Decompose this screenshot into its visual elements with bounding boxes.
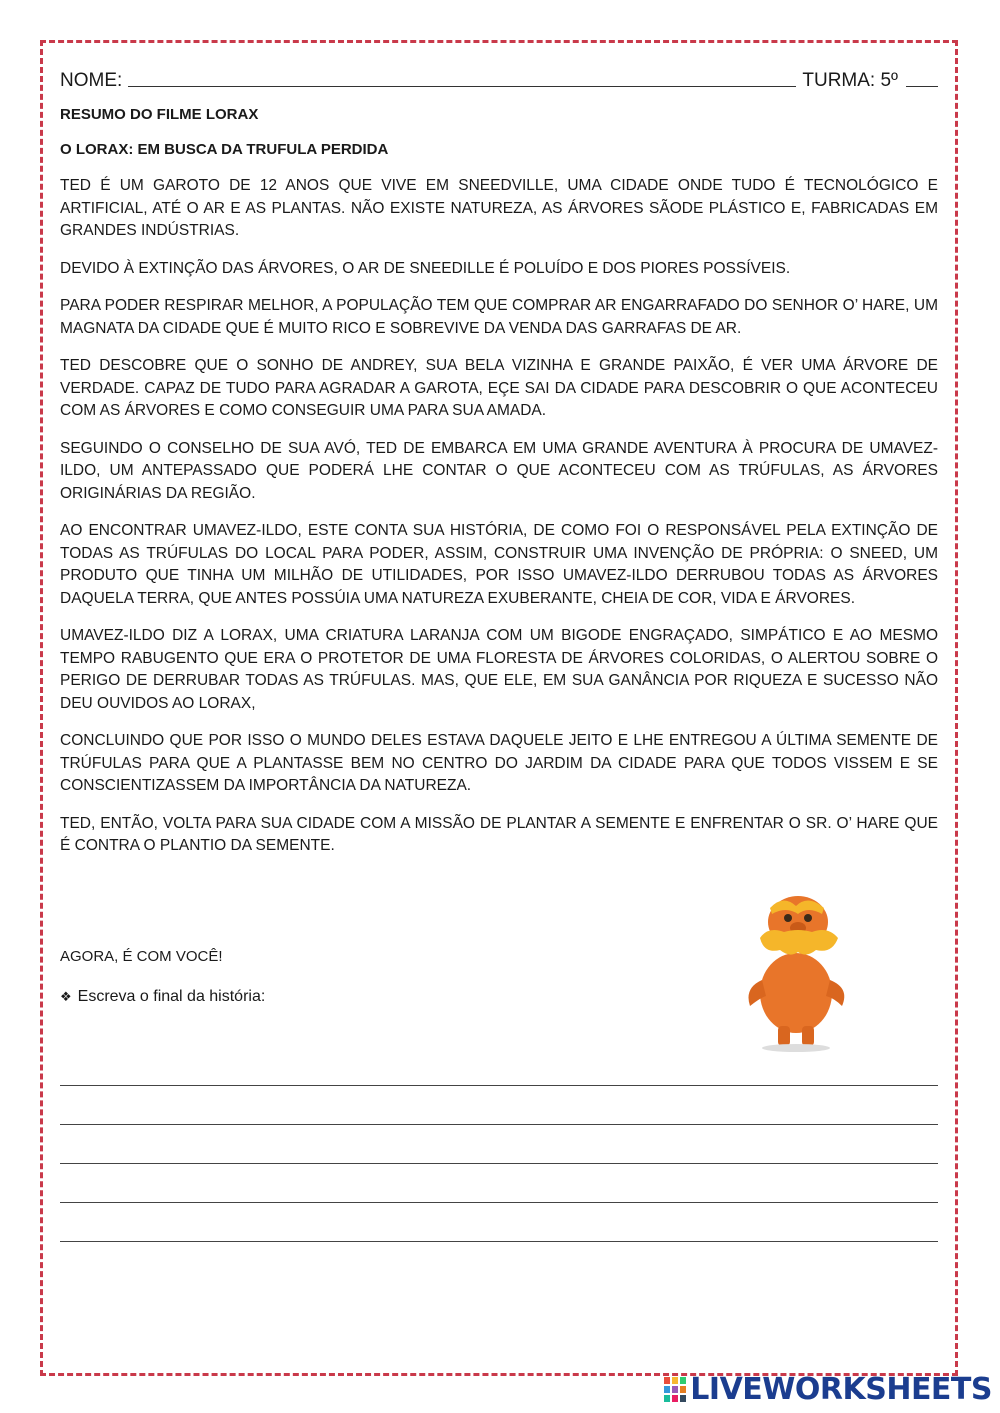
call-to-action: AGORA, É COM VOCÊ! [60,948,223,965]
name-label: NOME: [60,70,123,91]
liveworksheets-logo [664,1372,992,1407]
answer-line[interactable] [60,1202,938,1203]
paragraph: SEGUINDO O CONSELHO DE SUA AVÓ, TED DE EMBARCA EM UMA GRANDE AVENTURA À PROCURA DE UMAVEZ-ILDO, UM ANTEPASSADO QUE PODERÁ LHE CONTAR O QUE ACONTECEU COM AS TRÚFULAS, AS ÁRVORES ORIGINÁRIAS DA REGIÃO. [60,439,938,502]
lorax-character-illustration [738,888,858,1053]
lorax-left-eye [784,914,792,922]
class-field[interactable] [906,85,938,87]
name-field[interactable] [128,85,796,87]
paragraph: PARA PODER RESPIRAR MELHOR, A POPULAÇÃO TEM QUE COMPRAR AR ENGARRAFADO DO SENHOR O’ HARE, UM MAGNATA DA CIDADE QUE É MUITO RICO E SOBREVIVE DA VENDA DAS GARRAFAS DE AR. [60,297,938,337]
writing-instruction [60,988,265,1006]
liveworksheets-grid-icon [664,1377,686,1403]
paragraph: CONCLUINDO QUE POR ISSO O MUNDO DELES ESTAVA DAQUELE JEITO E LHE ENTREGOU A ÚLTIMA SEMENTE DE TRÚFULAS PARA QUE A PLANTASSE BEM NO CENTRO DO JARDIM DA CIDADE PARA QUE TODOS VISSEM E SE CONSCIENTIZASSEM DA IMPORTÂNCIA DA NATUREZA. [60,732,938,794]
lorax-body [760,953,832,1033]
lorax-mustache [760,930,838,955]
class-label: TURMA: 5º [802,70,898,91]
paragraph: TED É UM GAROTO DE 12 ANOS QUE VIVE EM SNEEDVILLE, UMA CIDADE ONDE TUDO É TECNOLÓGICO E ARTIFICIAL, ATÉ O AR E AS PLANTAS. NÃO EXISTE NATUREZA, AS ÁRVORES SÃODE PLÁSTICO E, FABRICADAS EM GRANDES INDÚSTRIAS. [60,177,938,239]
page-subtitle: O LORAX: EM BUSCA DA TRUFULA PERDIDA [60,141,389,158]
paragraph: AO ENCONTRAR UMAVEZ-ILDO, ESTE CONTA SUA HISTÓRIA, DE COMO FOI O RESPONSÁVEL PELA EXTINÇÃO DE TODAS AS TRÚFULAS DO LOCAL PARA PODER, ASSIM, CONSTRUIR UMA INVENÇÃO DE PRÓPRIA: O SNEED, UM PRODUTO QUE TINHA UM MILHÃO DE UTILIDADES, POR ISSO UMAVEZ-ILDO DERRUBOU TODAS AS ÁRVORES DAQUELA TERRA, QUE ANTES POSSÚIA UMA NATUREZA EXUBERANTE, CHEIA DE COR, VIDA E ÁRVORES. [60,522,938,607]
lorax-right-leg [802,1026,814,1046]
paragraph: TED DESCOBRE QUE O SONHO DE ANDREY, SUA BELA VIZINHA E GRANDE PAIXÃO, É VER UMA ÁRVORE DE VERDADE. CAPAZ DE TUDO PARA AGRADAR A GAROTA, EÇE SAI DA CIDADE PARA DESCOBRIR O QUE ACONTECEU COM AS ÁRVORES E COMO CONSEGUIR UMA PARA SUA AMADA. [60,357,938,419]
answer-line[interactable] [60,1163,938,1164]
paragraph: UMAVEZ-ILDO DIZ A LORAX, UMA CRIATURA LARANJA COM UM BIGODE ENGRAÇADO, SIMPÁTICO E AO MESMO TEMPO RABUGENTO QUE ERA O PROTETOR DE UMA FLORESTA DE ÁRVORES COLORIDAS, O ALERTOU SOBRE O PERIGO DE DERRUBAR TODAS AS TRÚFULAS. MAS, QUE ELE, EM SUA GANÂNCIA POR RIQUEZA E SUCESSO NÃO DEU OUVIDOS AO LORAX, [60,627,938,712]
answer-line[interactable] [60,1124,938,1125]
paragraph: DEVIDO À EXTINÇÃO DAS ÁRVORES, O AR DE SNEEDILLE É POLUÍDO E DOS PIORES POSSÍVEIS. [60,259,791,277]
answer-line[interactable] [60,1085,938,1086]
page-title: RESUMO DO FILME LORAX [60,106,259,123]
diamond-bullet-icon: ❖ [60,989,72,1004]
instruction-text: Escreva o final da história: [77,988,266,1005]
lorax-right-eye [804,914,812,922]
name-line [60,56,938,92]
worksheet-content [60,56,938,858]
brand-name: LIVEWORKSHEETS [690,1372,992,1407]
answer-line[interactable] [60,1241,938,1242]
lorax-shadow [762,1044,830,1052]
paragraph: TED, ENTÃO, VOLTA PARA SUA CIDADE COM A MISSÃO DE PLANTAR A SEMENTE E ENFRENTAR O SR. O’ HARE QUE É CONTRA O PLANTIO DA SEMENTE. [60,814,938,854]
lorax-left-leg [778,1026,790,1046]
